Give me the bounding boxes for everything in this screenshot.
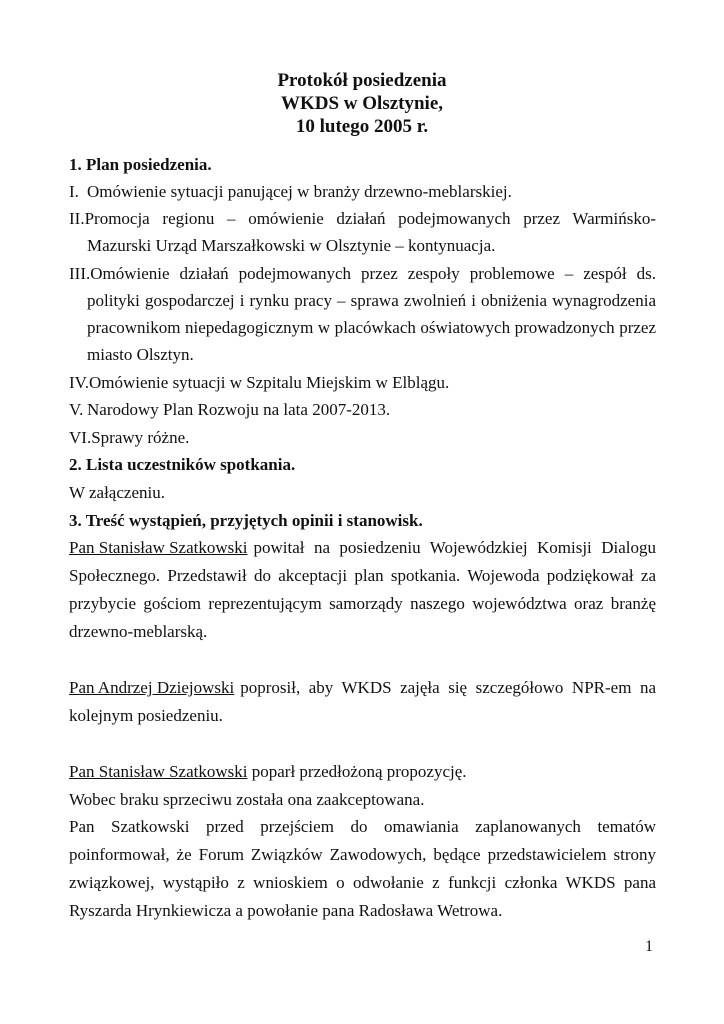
- paragraph-5-line-4: Ryszarda Hrynkiewicza a powołanie pana Radosława Wetrowa.: [69, 901, 503, 920]
- agenda-item-continuation: polityki gospodarczej i rynku pracy – sprawa zwolnień i obniżenia wynagrodzenia: [87, 291, 656, 310]
- section-2-heading: 2. Lista uczestników spotkania.: [69, 455, 296, 474]
- agenda-item-text: Promocja regionu – omówienie działań podejmowanych przez Warmińsko-: [84, 209, 656, 228]
- document-title-line-2: WKDS w Olsztynie,: [280, 93, 444, 114]
- agenda-item-text: Omówienie działań podejmowanych przez zespoły problemowe – zespół ds.: [90, 264, 656, 283]
- section-2-text: W załączeniu.: [69, 483, 165, 502]
- speaker-name: Pan Stanisław Szatkowski: [69, 538, 248, 557]
- agenda-item-text: Omówienie sytuacji w Szpitalu Miejskim w Elblągu.: [89, 373, 450, 392]
- agenda-item-number: V.: [69, 400, 84, 419]
- agenda-item-number: I.: [69, 182, 79, 201]
- section-3-heading: 3. Treść wystąpień, przyjętych opinii i stanowisk.: [69, 511, 423, 530]
- paragraph-1-line-1: [69, 538, 656, 558]
- document-title-line-3: 10 lutego 2005 r.: [295, 116, 429, 137]
- agenda-item-1: [69, 182, 656, 202]
- paragraph-1-line-4: drzewno-meblarską.: [69, 622, 208, 641]
- document-title-line-1: Protokół posiedzenia: [277, 70, 447, 91]
- agenda-item-text: Narodowy Plan Rozwoju na lata 2007-2013.: [87, 400, 391, 419]
- paragraph-2-line-2: kolejnym posiedzeniu.: [69, 706, 223, 725]
- paragraph-5-line-3: związkowej, wystąpiło z wnioskiem o odwołanie z funkcji członka WKDS pana: [69, 873, 656, 892]
- agenda-item-number: III.: [69, 264, 91, 283]
- agenda-item-number: IV.: [69, 373, 89, 392]
- paragraph-text: poprosił, aby WKDS zajęła się szczegółowo NPR-em na: [240, 678, 656, 697]
- agenda-item-2: [69, 209, 656, 229]
- paragraph-5-line-2: poinformował, że Forum Związków Zawodowych, będące przedstawicielem strony: [69, 845, 656, 864]
- paragraph-4: Wobec braku sprzeciwu została ona zaakceptowana.: [69, 790, 425, 809]
- page-number: 1: [645, 938, 653, 955]
- paragraph-1-line-3: przybycie gościom reprezentującym samorządy naszego województwa oraz branżę: [69, 594, 656, 613]
- agenda-item-continuation: miasto Olsztyn.: [87, 345, 194, 364]
- agenda-item-continuation: pracownikom niepedagogicznym w placówkach oświatowych prowadzonych przez: [87, 318, 656, 337]
- agenda-item-3: [69, 264, 656, 284]
- agenda-item-4: [69, 373, 656, 393]
- speaker-name: Pan Stanisław Szatkowski: [69, 762, 248, 781]
- paragraph-text: powitał na posiedzeniu Wojewódzkiej Komisji Dialogu: [253, 538, 656, 557]
- agenda-item-number: VI.: [69, 428, 92, 447]
- agenda-item-text: Omówienie sytuacji panującej w branży drzewno-meblarskiej.: [87, 182, 512, 201]
- agenda-item-6: [69, 428, 656, 448]
- agenda-item-text: Sprawy różne.: [91, 428, 190, 447]
- paragraph-2-line-1: [69, 678, 656, 698]
- section-1-heading: 1. Plan posiedzenia.: [69, 155, 212, 174]
- agenda-item-continuation: Mazurski Urząd Marszałkowski w Olsztynie – kontynuacja.: [87, 236, 496, 255]
- agenda-item-number: II.: [69, 209, 85, 228]
- paragraph-1-line-2: Społecznego. Przedstawił do akceptacji plan spotkania. Wojewoda podziękował za: [69, 566, 656, 585]
- paragraph-5-line-1: Pan Szatkowski przed przejściem do omawiania zaplanowanych tematów: [69, 817, 656, 836]
- agenda-item-5: [69, 400, 656, 420]
- paragraph-text: poparł przedłożoną propozycję.: [251, 762, 467, 781]
- speaker-name: Pan Andrzej Dziejowski: [69, 678, 235, 697]
- paragraph-3: [69, 762, 656, 782]
